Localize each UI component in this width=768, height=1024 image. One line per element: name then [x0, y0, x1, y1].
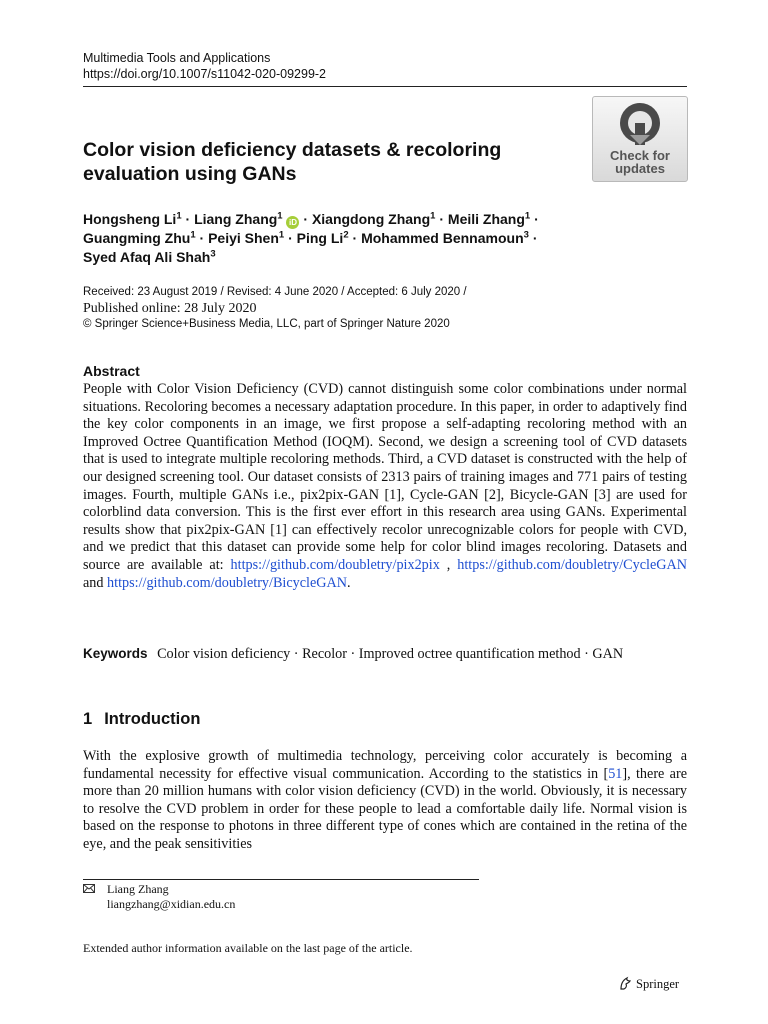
- author-name: Xiangdong Zhang: [311, 211, 431, 227]
- abstract-period: .: [347, 574, 351, 591]
- dataset-link-pix2pix[interactable]: https://github.com/doubletry/pix2pix: [230, 556, 440, 573]
- keywords-block: [83, 645, 687, 664]
- keywords-text: Color vision deficiency · Recolor · Improved octree quantification method · GAN: [157, 646, 624, 662]
- author-separator: ·: [532, 230, 538, 246]
- author-separator: ·: [185, 211, 191, 227]
- springer-logo: [618, 976, 679, 992]
- author-name: Ping Li: [296, 230, 344, 246]
- title-line-2: evaluation using GANs: [83, 163, 297, 185]
- citation-link[interactable]: 51: [608, 765, 623, 782]
- affiliation-mark: 1: [176, 210, 182, 222]
- publisher-name: Springer: [636, 977, 680, 991]
- affiliation-mark: 1: [190, 229, 196, 241]
- introduction-paragraph: [83, 748, 687, 854]
- section-number: 1: [83, 710, 93, 728]
- author-separator: ·: [199, 230, 205, 246]
- abstract-heading: Abstract: [83, 363, 140, 379]
- footnote-divider: [83, 879, 479, 880]
- author-list: [83, 210, 603, 267]
- abstract-body: [83, 381, 687, 592]
- paper-title: [83, 138, 563, 186]
- intro-text-continued: ], there are more than 20 million humans with color vision deficiency (CVD) in the world. Obviously, it is necessary to resolve the CVD problem in order for these people to lead a comfortable daily life. Normal vision is based on the response to photons in three different type of cones which are contained in the retina of the eye, and the peak sensitivities: [83, 765, 687, 852]
- author-name: Guangming Zhu: [83, 230, 191, 246]
- author-name: Mohammed Bennamoun: [361, 230, 524, 246]
- abstract-text: People with Color Vision Deficiency (CVD) cannot distinguish some color combinations under normal situations. Recoloring becomes a necessary adaptation procedure. In this paper, in order to adaptively find the key color components in an image, we first propose a self-adapting recoloring method with an Improved Octree Quantification Method (IOQM). Second, we design a screening tool of CVD datasets that is used to integrate multiple recoloring methods. Third, a CVD dataset is constructed with the help of our designed screening tool. Our dataset consists of 2313 pairs of training images and 771 pairs of testing images. Fourth, multiple GANs i.e., pix2pix-GAN [1], Cycle-GAN [2], Bicycle-GAN [3] are used for colorblind data conversion. This is the first ever effort in this research area using GANs. Experimental results show that pix2pix-GAN [1] can effectively recolor unrecognizable colors for people with CVD, and we predict that this dataset can provide some help for color blind images recoloring. Datasets and source are available at:: [83, 381, 687, 573]
- check-for-updates-badge[interactable]: [592, 96, 688, 182]
- affiliation-mark: 1: [430, 210, 436, 222]
- envelope-icon: [83, 882, 95, 897]
- corresponding-author-name: Liang Zhang: [107, 882, 169, 896]
- intro-text: With the explosive growth of multimedia technology, perceiving color accurately is becoming a fundamental necessity for effective visual communication. According to the statistics in [: [83, 748, 687, 782]
- section-heading: [83, 710, 200, 729]
- affiliation-mark: 1: [278, 229, 285, 241]
- badge-line1: Check for: [610, 148, 670, 163]
- affiliation-mark: 2: [343, 229, 349, 241]
- orcid-icon[interactable]: iD: [286, 216, 299, 229]
- author-separator: ·: [534, 211, 539, 227]
- author-name: Syed Afaq Ali Shah: [83, 249, 211, 265]
- author-name: Meili Zhang: [447, 211, 525, 227]
- corresponding-author-email[interactable]: liangzhang@xidian.edu.cn: [107, 897, 236, 911]
- dataset-link-bicyclegan[interactable]: https://github.com/doubletry/BicycleGAN: [107, 574, 348, 591]
- journal-name: Multimedia Tools and Applications: [83, 51, 271, 65]
- section-title: Introduction: [104, 710, 201, 728]
- author-separator: ·: [288, 230, 293, 246]
- dataset-link-cyclegan[interactable]: https://github.com/doubletry/CycleGAN: [457, 556, 688, 573]
- doi-link[interactable]: https://doi.org/10.1007/s11042-020-09299-2: [83, 67, 327, 81]
- keywords-heading: Keywords: [83, 646, 148, 661]
- copyright-line: © Springer Science+Business Media, LLC, part of Springer Nature 2020: [83, 318, 450, 330]
- extended-author-note: Extended author information available on the last page of the article.: [83, 941, 413, 955]
- affiliation-mark: 1: [524, 210, 531, 222]
- author-name: Liang Zhang: [194, 211, 278, 227]
- badge-line2: updates: [615, 161, 665, 176]
- author-name: Hongsheng Li: [83, 211, 177, 227]
- affiliation-mark: 1: [277, 210, 283, 222]
- author-separator: ·: [439, 211, 445, 227]
- affiliation-mark: 3: [210, 248, 216, 260]
- history-dates: Received: 23 August 2019 / Revised: 4 June 2020 / Accepted: 6 July 2020 /: [83, 286, 467, 298]
- author-separator: ·: [352, 230, 358, 246]
- abstract-separator: ,: [446, 556, 451, 573]
- journal-header: [83, 50, 326, 82]
- published-online: Published online: 28 July 2020: [83, 301, 257, 316]
- author-separator: ·: [303, 211, 309, 227]
- crossmark-icon: [618, 101, 662, 145]
- abstract-conjunction: and: [83, 574, 104, 591]
- title-line-1: Color vision deficiency datasets & recoloring: [83, 139, 502, 161]
- affiliation-mark: 3: [523, 229, 529, 241]
- header-divider: [83, 86, 687, 87]
- author-name: Peiyi Shen: [208, 230, 279, 246]
- springer-horse-icon: [618, 976, 633, 991]
- corresponding-author-footnote: [83, 882, 235, 912]
